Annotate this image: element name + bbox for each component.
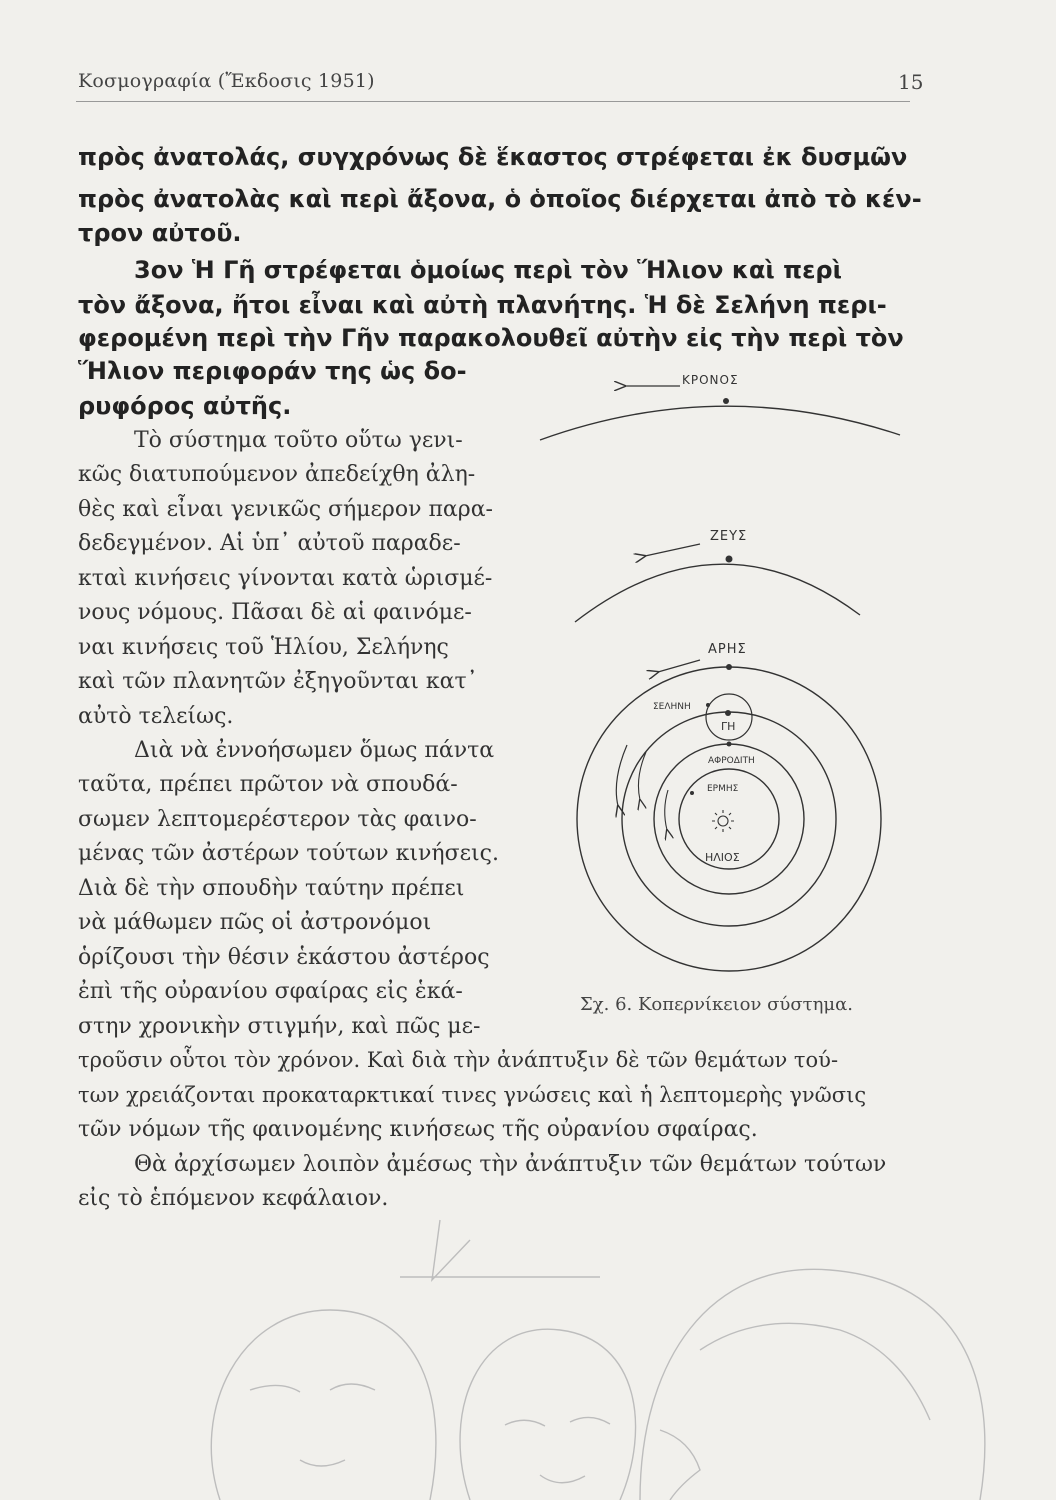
body-line: κῶς διατυπούμενον ἀπεδείχθη ἀλη- xyxy=(78,462,476,487)
mercury-label: ΕΡΜΗΣ xyxy=(707,784,739,794)
moon-label: ΣΕΛΗΝΗ xyxy=(653,702,691,712)
body-line: ναι κινήσεις τοῦ Ἡλίου, Σελήνης xyxy=(78,635,449,660)
body-line: αὐτὸ τελείως. xyxy=(78,704,234,729)
body-line: νὰ μάθωμεν πῶς οἱ ἀστρονόμοι xyxy=(78,910,432,935)
body-line: εἰς τὸ ἑπόμενον κεφάλαιον. xyxy=(78,1186,389,1211)
sun-icon xyxy=(712,810,734,832)
copernican-diagram xyxy=(530,360,910,1000)
body-line: Διὰ νὰ ἐννοήσωμεν ὅμως πάντα xyxy=(134,738,495,763)
jupiter-label: ΖΕΥΣ xyxy=(710,529,748,544)
body-line: καὶ τῶν πλανητῶν ἐξηγοῦνται κατ᾽ xyxy=(78,669,478,694)
mars-arrow xyxy=(658,660,700,672)
body-line: τροῦσιν οὗτοι τὸν χρόνον. Καὶ διὰ τὴν ἀνάπτυξιν δὲ τῶν θεμάτων τού- xyxy=(78,1048,839,1072)
page-number: 15 xyxy=(898,70,924,94)
pencil-sketches xyxy=(0,1200,1056,1500)
earth-dot xyxy=(725,710,731,716)
body-line: των χρειάζονται προκαταρκτικαί τινες γνώσεις καὶ ἡ λεπτομερὴς γνῶσις xyxy=(78,1083,867,1107)
body-line: ὁρίζουσι τὴν θέσιν ἑκάστου ἀστέρος xyxy=(78,945,490,970)
header-rule xyxy=(76,101,910,102)
sun-label: ΗΛΙΟΣ xyxy=(705,851,740,864)
body-line: ταῦτα, πρέπει πρῶτον νὰ σπουδά- xyxy=(78,772,458,797)
saturn-dot xyxy=(723,398,729,404)
jupiter-dot xyxy=(726,556,733,563)
figure-caption: Σχ. 6. Κοπερνίκειον σύστημα. xyxy=(580,994,853,1015)
body-line: Τὸ σύστημα τοῦτο οὕτω γενι- xyxy=(134,428,463,453)
earth-label: ΓΗ xyxy=(721,720,736,733)
jupiter-arrow xyxy=(645,544,700,556)
body-line: φερομένη περὶ τὴν Γῆν παρακολουθεῖ αὐτὴν εἰς τὴν περὶ τὸν xyxy=(78,324,904,352)
body-line: τὸν ἄξονα, ἤτοι εἶναι καὶ αὐτὴ πλανήτης. Ἡ δὲ Σελήνη περι- xyxy=(78,291,887,319)
body-line: τῶν νόμων τῆς φαινομένης κινήσεως τῆς οὐρανίου σφαίρας. xyxy=(78,1117,758,1142)
motion-arrow xyxy=(665,790,668,830)
saturn-orbit xyxy=(540,406,900,440)
moon-dot xyxy=(706,703,710,707)
body-line: νους νόμους. Πᾶσαι δὲ αἱ φαινόμε- xyxy=(78,600,472,625)
body-line: τρον αὐτοῦ. xyxy=(78,219,242,247)
body-line: Ἥλιον περιφοράν της ὡς δο- xyxy=(78,357,467,385)
mars-label: ΑΡΗΣ xyxy=(708,642,747,657)
venus-label: ΑΦΡΟΔΙΤΗ xyxy=(708,756,755,766)
body-line: 3ον Ἡ Γῆ στρέφεται ὁμοίως περὶ τὸν Ἥλιον καὶ περὶ xyxy=(134,256,842,284)
body-line: Θὰ ἀρχίσωμεν λοιπὸν ἀμέσως τὴν ἀνάπτυξιν τῶν θεμάτων τούτων xyxy=(134,1152,887,1177)
body-line: ρυφόρος αὐτῆς. xyxy=(78,392,292,420)
moon-orbit xyxy=(706,694,752,740)
body-line: στην χρονικὴν στιγμήν, καὶ πῶς με- xyxy=(78,1014,481,1039)
mars-dot xyxy=(726,664,732,670)
venus-dot xyxy=(727,742,732,747)
body-line: πρὸς ἀνατολὰς καὶ περὶ ἄξονα, ὁ ὁποῖος διέρχεται ἀπὸ τὸ κέν- xyxy=(78,185,922,213)
running-title: Κοσμογραφία (Ἔκδοσις 1951) xyxy=(78,70,375,92)
venus-orbit xyxy=(654,744,804,894)
mercury-dot xyxy=(690,791,694,795)
body-line: θὲς καὶ εἶναι γενικῶς σήμερον παρα- xyxy=(78,497,493,522)
body-line: ἐπὶ τῆς οὐρανίου σφαίρας εἰς ἑκά- xyxy=(78,979,463,1004)
body-line: πρὸς ἀνατολάς, συγχρόνως δὲ ἕκαστος στρέφεται ἐκ δυσμῶν xyxy=(78,143,908,171)
body-line: δεδεγμένον. Αἱ ὑπ᾽ αὐτοῦ παραδε- xyxy=(78,531,461,556)
body-line: μένας τῶν ἀστέρων τούτων κινήσεις. xyxy=(78,841,499,866)
body-line: Διὰ δὲ τὴν σπουδὴν ταύτην πρέπει xyxy=(78,876,465,901)
motion-arrow xyxy=(616,745,627,806)
body-line: κταὶ κινήσεις γίνονται κατὰ ὡρισμέ- xyxy=(78,566,493,591)
saturn-label: ΚΡΟΝΟΣ xyxy=(682,373,739,387)
body-line: σωμεν λεπτομερέστερον τὰς φαινο- xyxy=(78,807,477,832)
jupiter-orbit xyxy=(575,564,860,622)
